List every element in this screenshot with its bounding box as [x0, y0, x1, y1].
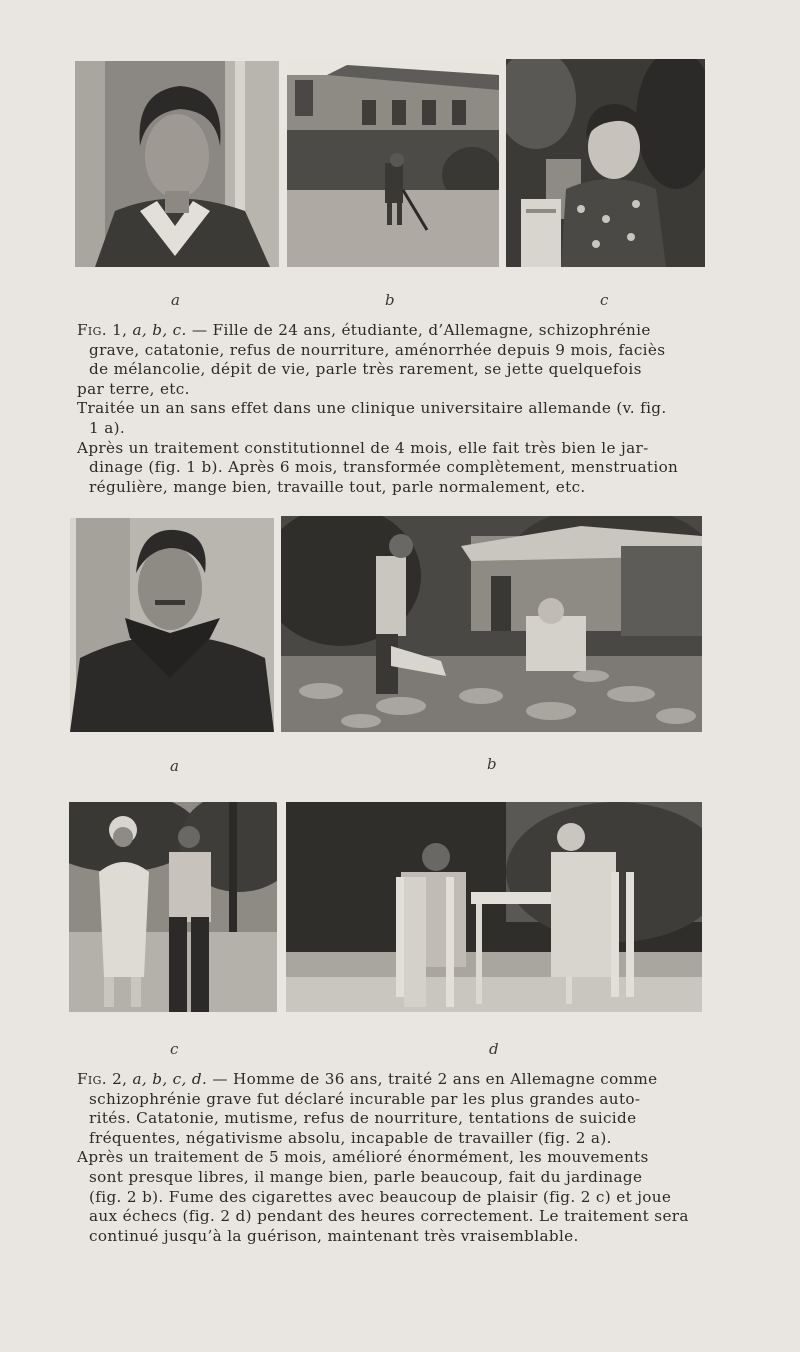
fig2-caption-line: aux échecs (fig. 2 d) pendant des heures correctement. Le traitement sera — [89, 1207, 689, 1226]
fig1-label-b: b — [385, 291, 395, 309]
fig-id: 2, — [112, 1070, 128, 1088]
fig2-caption-line: schizophrénie grave fut déclaré incurable par les plus grandes auto- — [89, 1089, 641, 1108]
fig-parts: a, b, c, d. — [132, 1070, 208, 1088]
fig2-label-a: a — [170, 757, 179, 775]
fig1-caption-line: 1 a). — [89, 418, 126, 437]
fig2b-photo-gardening-two-men — [281, 516, 702, 732]
fig2-caption-line — [77, 1070, 707, 1090]
fig1b-photo-gardening-building — [287, 60, 499, 267]
fig1-caption-line: par terre, etc. — [77, 379, 190, 398]
fig1-caption-line: de mélancolie, dépit de vie, parle très rarement, se jette quelquefois — [89, 360, 642, 379]
fig1-caption-line — [77, 321, 707, 341]
fig-parts: a, b, c. — [132, 321, 187, 339]
fig2-caption-line: rités. Catatonie, mutisme, refus de nourriture, tentations de suicide — [89, 1109, 637, 1128]
fig-prefix: Fig. — [77, 1070, 107, 1088]
fig2-caption-line: Après un traitement de 5 mois, amélioré énormément, les mouvements — [77, 1148, 649, 1167]
fig2a-photo-portrait-man — [70, 518, 274, 732]
fig-prefix: Fig. — [77, 321, 107, 339]
fig1-caption-line: Après un traitement constitutionnel de 4 mois, elle fait très bien le jar- — [77, 438, 649, 457]
fig2-caption — [77, 1070, 707, 1246]
fig2-label-b: b — [487, 755, 497, 773]
fig2-label-d: d — [489, 1040, 499, 1058]
fig2-caption-line: fréquentes, négativisme absolu, incapable de travailler (fig. 2 a). — [89, 1128, 612, 1147]
fig2-label-c: c — [170, 1040, 179, 1058]
fig1-caption — [77, 321, 707, 497]
fig1-caption-line: régulière, mange bien, travaille tout, parle normalement, etc. — [89, 477, 586, 496]
fig-id: 1, — [112, 321, 128, 339]
caption-text: — Homme de 36 ans, traité 2 ans en Allemagne comme — [207, 1070, 658, 1088]
fig2d-photo-chess-game — [286, 802, 702, 1012]
fig1-label-c: c — [600, 291, 609, 309]
fig1-caption-line: grave, catatonie, refus de nourriture, aménorrhée depuis 9 mois, faciès — [89, 340, 666, 359]
fig2c-photo-nurse-and-man-smoking — [69, 802, 277, 1012]
fig2-caption-line: (fig. 2 b). Fume des cigarettes avec beaucoup de plaisir (fig. 2 c) et joue — [89, 1187, 672, 1206]
fig1-caption-line: dinage (fig. 1 b). Après 6 mois, transformée complètement, menstruation — [89, 458, 679, 477]
fig2-caption-line: continué jusqu’à la guérison, maintenant très vraisemblable. — [89, 1226, 579, 1245]
fig1c-photo-smiling-woman — [506, 59, 705, 267]
caption-text: — Fille de 24 ans, étudiante, d’Allemagne, schizophrénie — [186, 321, 651, 339]
fig1-caption-line: Traitée un an sans effet dans une clinique universitaire allemande (v. fig. — [77, 399, 667, 418]
fig2-caption-line: sont presque libres, il mange bien, parle beaucoup, fait du jardinage — [89, 1167, 643, 1186]
fig1-label-a: a — [171, 291, 180, 309]
fig1a-photo-portrait-woman — [75, 61, 279, 267]
